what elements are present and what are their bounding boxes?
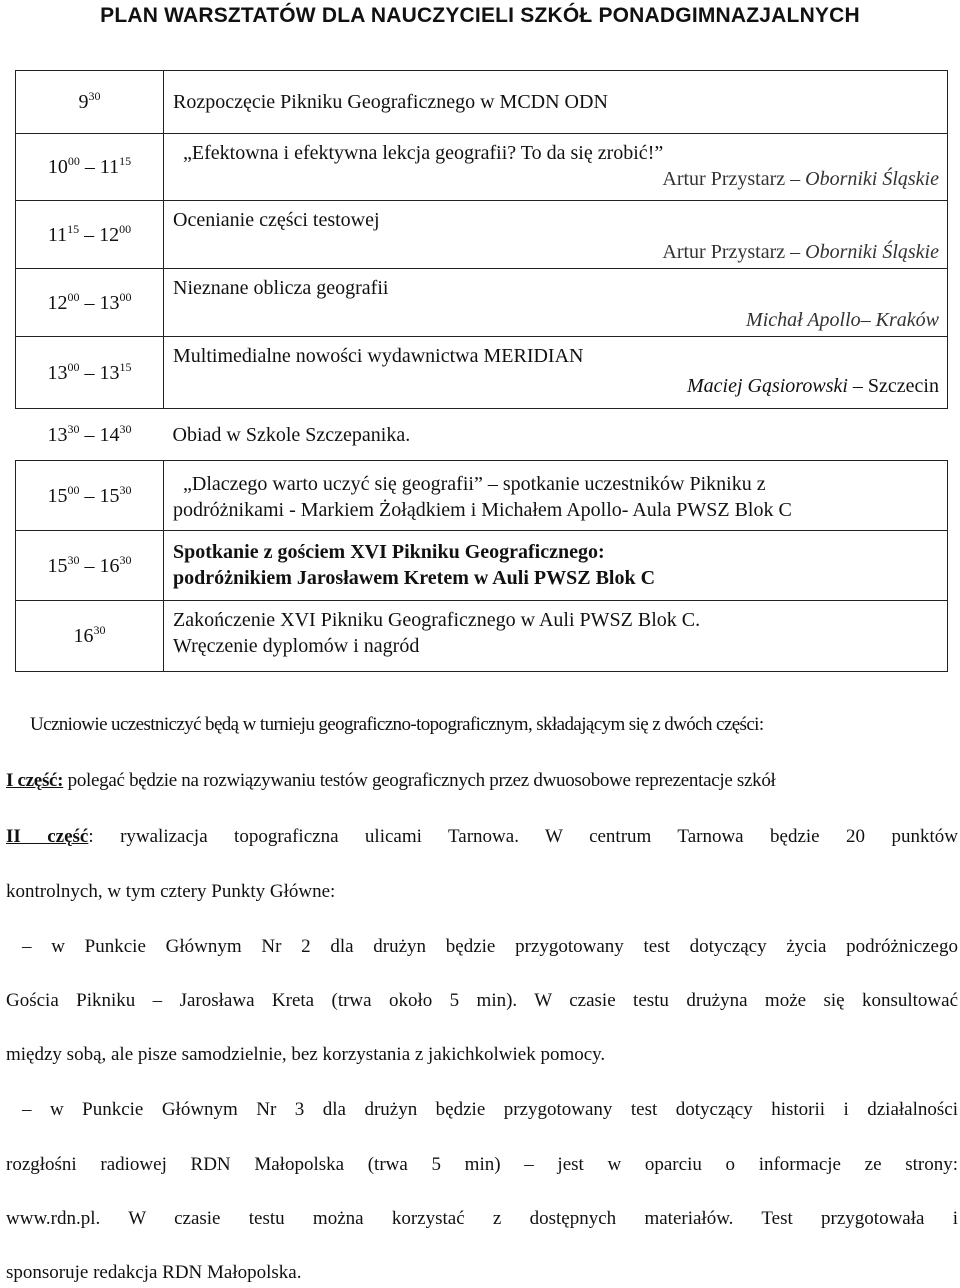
activity-title: Zakończenie XVI Pikniku Geograficznego w Auli PWSZ Blok C. <box>173 609 701 631</box>
presenter-name: Artur Przystarz – <box>662 241 801 263</box>
presenter-name: Michał Apollo– <box>746 309 871 331</box>
time-end-minute: 00 <box>119 289 132 304</box>
time-start-hour: 15 <box>47 554 68 577</box>
activity-cell <box>164 134 948 201</box>
schedule-row <box>16 269 948 337</box>
time-cell: $12^{00} - 13^{00}$ <box>16 269 164 337</box>
activity-title: Ocenianie części testowej <box>173 209 380 231</box>
time-start-minute: 30 <box>67 552 80 567</box>
activity-title: Spotkanie z gościem XVI Pikniku Geograficznego: <box>173 541 605 563</box>
activity-subtitle: Wręczenie dyplomów i nagród <box>173 635 420 657</box>
part2-line-1 <box>6 826 958 848</box>
activity-title: Nieznane oblicza geografii <box>173 277 389 299</box>
time-start-hour: 13 <box>47 361 68 384</box>
time-start-minute: 00 <box>67 154 80 168</box>
time-cell: $11^{15} - 12^{00}$ <box>16 201 164 269</box>
point3-line-4: sponsoruje redakcja RDN Małopolska. <box>6 1262 302 1283</box>
presenter <box>173 166 939 192</box>
time-start-hour: 13 <box>47 423 68 446</box>
time-start-minute: 30 <box>67 421 80 436</box>
activity-subtitle: podróżnikiem Jarosławem Kretem w Auli PWSZ Blok C <box>173 567 656 589</box>
schedule-row <box>16 531 948 601</box>
time-end-hour: 11 <box>99 156 120 178</box>
schedule-row <box>16 337 948 409</box>
time-cell <box>16 601 164 672</box>
time-end-hour: 13 <box>99 291 120 314</box>
activity-title: „Dlaczego warto uczyć się geografii” – spotkanie uczestników Pikniku z <box>183 473 766 495</box>
time-cell <box>16 71 164 134</box>
activity-cell <box>164 71 948 134</box>
time-start-minute: 30 <box>93 623 106 637</box>
intro-text: Uczniowie uczestniczyć będą w turnieju geograficzno-topograficznym, składającym się z dwóch części: <box>30 714 764 735</box>
part1-paragraph <box>6 770 958 792</box>
time-end-minute: 15 <box>119 154 132 168</box>
point2-line-3: między sobą, ale pisze samodzielnie, bez korzystania z jakichkolwiek pomocy. <box>6 1044 606 1065</box>
point2-line-2: Gościa Pikniku – Jarosława Kreta (trwa około 5 min). W czasie testu drużyna może się konsultować <box>6 990 958 1011</box>
time-start-minute: 00 <box>67 359 80 374</box>
time-end-hour: 14 <box>99 423 120 446</box>
time-end-minute: 30 <box>119 552 132 567</box>
time-end-minute: 30 <box>119 482 132 497</box>
point3-line-2: rozgłośni radiowej RDN Małopolska (trwa 5 min) – jest w oparciu o informacje ze strony: <box>6 1154 958 1175</box>
time-end-hour: 12 <box>99 223 120 246</box>
schedule-row <box>16 601 948 672</box>
time-cell: $15^{30} - 16^{30}$ <box>16 531 164 601</box>
presenter <box>173 373 939 399</box>
schedule-row <box>16 461 948 531</box>
time-end-hour: 13 <box>99 361 120 384</box>
presenter-place: Kraków <box>875 309 939 331</box>
part2-label: II część <box>6 826 89 847</box>
presenter <box>173 307 939 333</box>
schedule-row <box>16 134 948 201</box>
time-end-minute: 15 <box>119 359 132 374</box>
time-cell: $13^{00} - 13^{15}$ <box>16 337 164 409</box>
time-cell: $15^{00} - 15^{30}$ <box>16 461 164 531</box>
time-start-minute: 15 <box>67 221 80 236</box>
activity-title: Obiad w Szkole Szczepanika. <box>172 423 411 446</box>
activity-subtitle: podróżnikami - Markiem Żołądkiem i Michałem Apollo- Aula PWSZ Blok C <box>173 499 792 521</box>
time-start-minute: 00 <box>67 482 80 497</box>
presenter-place: Szczecin <box>867 375 939 397</box>
presenter-place: Oborniki Śląskie <box>805 168 939 190</box>
point2-line-1: – w Punkcie Głównym Nr 2 dla drużyn będzie przygotowany test dotyczący życia podróżniczego <box>22 936 958 957</box>
presenter-name: Maciej Gąsiorowski – <box>687 375 863 397</box>
point3-line-1: – w Punkcie Głównym Nr 3 dla drużyn będzie przygotowany test dotyczący historii i działalności <box>22 1099 958 1120</box>
activity-title: Rozpoczęcie Pikniku Geograficznego w MCDN ODN <box>173 91 608 113</box>
activity-cell <box>164 531 948 601</box>
activity-title: „Efektowna i efektywna lekcja geografii? To da się zrobić!” <box>183 142 664 164</box>
schedule-row <box>16 201 948 269</box>
activity-cell <box>164 461 948 531</box>
time-start-minute: 00 <box>67 289 80 304</box>
activity-cell <box>164 269 948 337</box>
time-end-hour: 16 <box>99 554 120 577</box>
schedule-table <box>15 70 948 672</box>
part1-label: I część: <box>6 770 64 791</box>
time-start-hour: 9 <box>78 91 89 113</box>
activity-cell <box>164 601 948 672</box>
time-start-hour: 12 <box>47 291 68 314</box>
schedule-row <box>16 71 948 134</box>
time-end-minute: 00 <box>119 221 132 236</box>
time-start-hour: 15 <box>47 484 68 507</box>
activity-title: Multimedialne nowości wydawnictwa MERIDIAN <box>173 345 584 367</box>
activity-cell <box>164 409 948 461</box>
schedule-row <box>16 409 948 461</box>
activity-cell <box>164 337 948 409</box>
page-title: PLAN WARSZTATÓW DLA NAUCZYCIELI SZKÓŁ PONADGIMNAZJALNYCH <box>100 4 860 27</box>
part2-text: : rywalizacja topograficzna ulicami Tarnowa. W centrum Tarnowa będzie 20 punktów <box>88 826 958 847</box>
part1-text: polegać będzie na rozwiązywaniu testów geograficznych przez dwuosobowe reprezentacje szkół <box>63 770 776 791</box>
time-cell: $10^{00} - 11^{15}$ <box>16 134 164 201</box>
part2-line-2: kontrolnych, w tym cztery Punkty Główne: <box>6 881 336 902</box>
point3-line-3: www.rdn.pl. W czasie testu można korzystać z dostępnych materiałów. Test przygotowała i <box>6 1208 958 1229</box>
time-start-hour: 10 <box>47 156 68 178</box>
time-cell: $13^{30} - 14^{30}$ <box>16 409 164 461</box>
time-end-hour: 15 <box>99 484 120 507</box>
time-start-minute: 30 <box>88 89 101 103</box>
time-start-hour: 16 <box>73 625 94 647</box>
activity-cell <box>164 201 948 269</box>
time-start-hour: 11 <box>47 223 68 246</box>
time-end-minute: 30 <box>119 421 132 436</box>
presenter-place: Oborniki Śląskie <box>805 241 939 263</box>
presenter-name: Artur Przystarz – <box>662 168 801 190</box>
presenter <box>173 239 939 265</box>
